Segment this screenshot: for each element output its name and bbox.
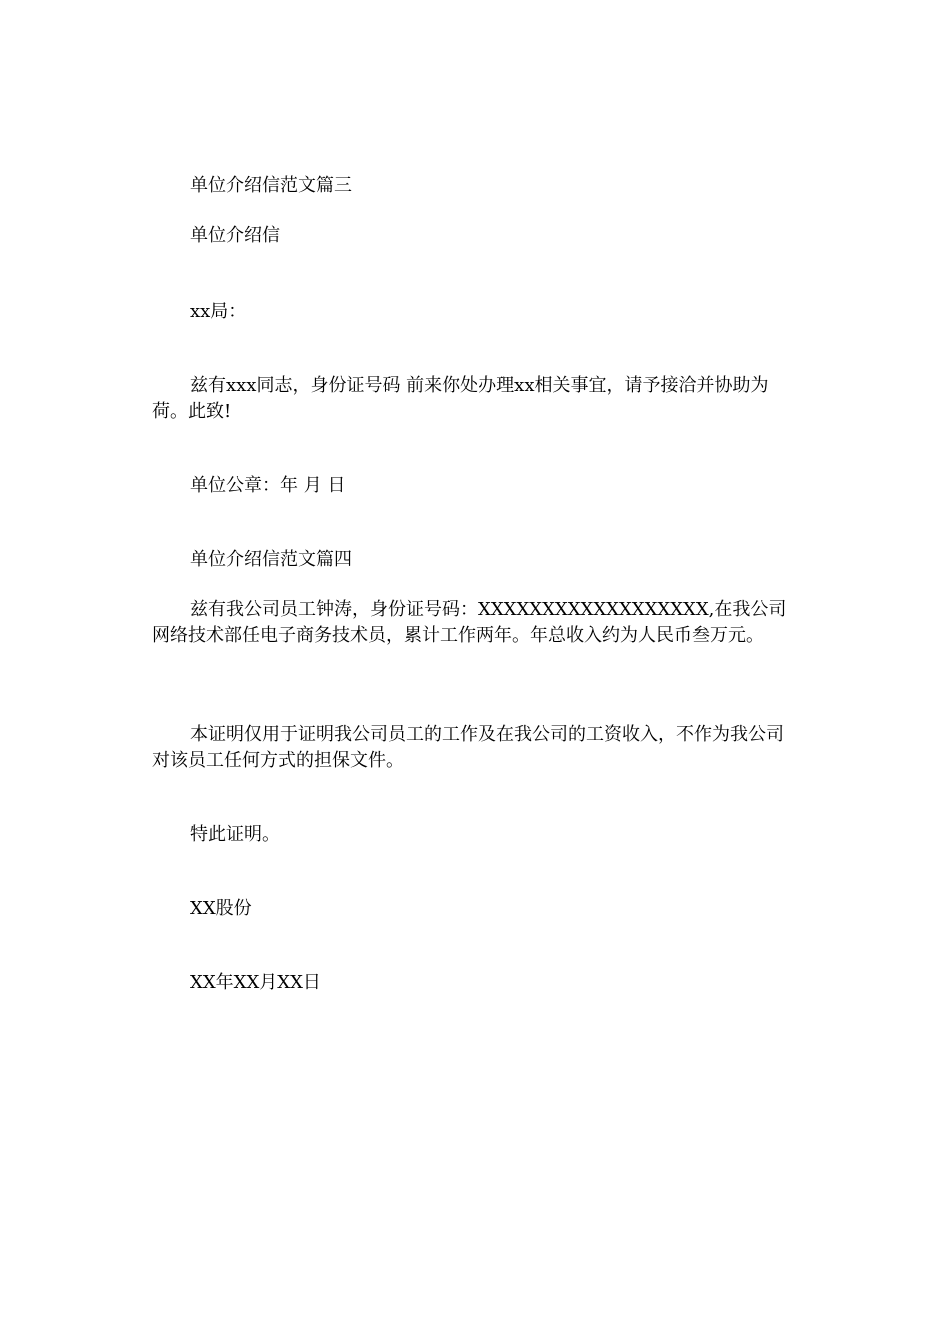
certificate-paragraph-1: 兹有我公司员工钟涛，身份证号码：XXXXXXXXXXXXXXXXXX,在我公司网络技术部任电子商务技术员，累计工作两年。年总收入约为人民币叁万元。 [152, 599, 787, 646]
closing-statement: 特此证明。 [190, 824, 280, 845]
certificate-paragraph-2: 本证明仅用于证明我公司员工的工作及在我公司的工资收入，不作为我公司对该员工任何方式的担保文件。 [152, 724, 784, 771]
letter-title: 单位介绍信 [190, 225, 280, 246]
salutation: xx局： [190, 301, 247, 322]
seal-date-line: 单位公章：年 月 日 [190, 475, 346, 496]
company-name: XX股份 [190, 898, 252, 919]
issue-date: XX年XX月XX日 [190, 972, 321, 993]
section-heading-3: 单位介绍信范文篇三 [190, 175, 352, 196]
letter-body: 兹有xxx同志，身份证号码 前来你处办理xx相关事宜，请予接洽并协助为荷。此致! [152, 375, 769, 422]
section-heading-4: 单位介绍信范文篇四 [190, 549, 352, 570]
